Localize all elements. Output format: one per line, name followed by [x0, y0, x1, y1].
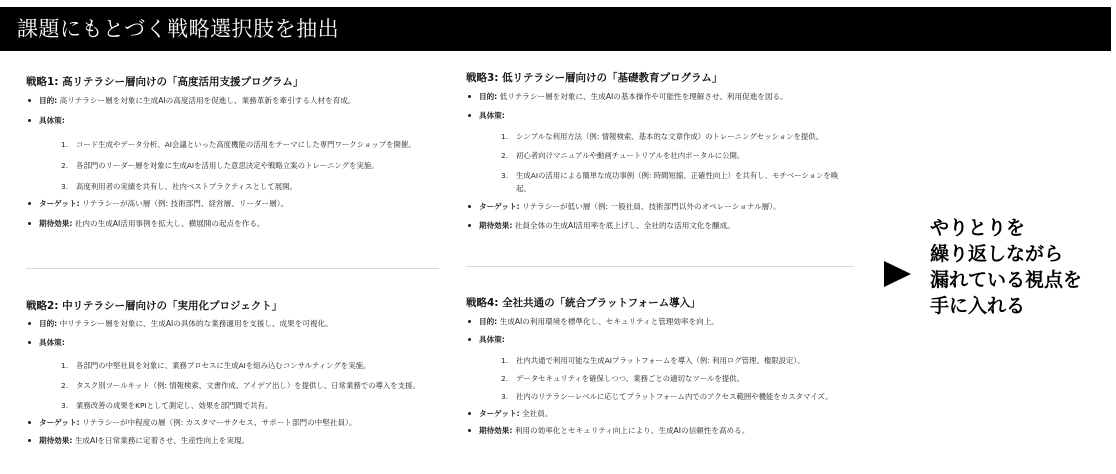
callout-line: 手に入れる: [930, 295, 1026, 317]
measure-number: 1.: [501, 132, 509, 141]
measure-text: 生成AIの活用による簡単な成功事例（例: 時間短縮、正確性向上）を共有し、モチベーションを喚起。: [516, 171, 839, 193]
effect-label: 期待効果:: [39, 219, 73, 228]
strategy-heading: 戦略1: 高リテラシー層向けの「高度活用支援プログラム」: [26, 76, 304, 88]
target-text: リテラシーが高い層（例: 技術部門、経営層、リーダー層）。: [82, 199, 289, 208]
measure-item: [479, 391, 866, 402]
measure-text: 社内のリテラシーレベルに応じてプラットフォーム内でのアクセス範囲や機能をカスタマイズ。: [516, 392, 833, 401]
effect-item: [466, 425, 866, 436]
measure-item: [479, 150, 856, 161]
measure-item: [479, 355, 866, 366]
measure-text: 各部門の中堅社員を対象に、業務プロセスに生成AIを組み込むコンサルティングを実施。: [76, 361, 371, 370]
measure-number: 3.: [61, 182, 69, 191]
purpose-label: 目的:: [479, 317, 498, 326]
divider: [26, 268, 439, 269]
measure-text: タスク別ツールキット（例: 情報検索、文書作成、アイデア出し）を提供し、日常業務での導入を支援。: [76, 381, 420, 390]
purpose-label: 目的:: [39, 319, 58, 328]
effect-text: 生成AIを日常業務に定着させ、生産性向上を実現。: [74, 436, 250, 445]
measure-number: 1.: [61, 361, 69, 370]
measure-item: [39, 360, 466, 371]
effect-text: 社内の生成AI活用事例を拡大し、横展開の起点を作る。: [74, 219, 265, 228]
purpose-text: 中リテラシー層を対象に、生成AIの具体的な業務適用を支援し、成果を可視化。: [59, 319, 333, 328]
target-item: [26, 417, 466, 428]
measure-text: コード生成やデータ分析、AI会議といった高度機能の活用をテーマにした専門ワークショップを開催。: [76, 140, 416, 149]
measure-item: [39, 139, 436, 150]
measure-number: 2.: [61, 381, 69, 390]
measures-label: 具体策:: [39, 338, 65, 347]
purpose-item: [466, 91, 856, 102]
measure-item: [479, 373, 866, 384]
target-text: リテラシーが低い層（例: 一般社員、技術部門以外のオペレーショナル層）。: [522, 202, 781, 211]
callout-message: [930, 215, 1115, 319]
measures-item: [26, 337, 466, 411]
strategy-1: [26, 75, 436, 229]
measure-number: 2.: [501, 151, 509, 160]
measure-number: 1.: [61, 140, 69, 149]
effect-text: 利用の効率化とセキュリティ向上により、生成AIの信頼性を高める。: [514, 426, 750, 435]
measure-text: シンプルな利用方法（例: 情報検索、基本的な文章作成）のトレーニングセッションを提供。: [516, 132, 824, 141]
measure-number: 3.: [501, 392, 509, 401]
measure-number: 3.: [61, 401, 69, 410]
purpose-item: [26, 95, 436, 106]
purpose-item: [466, 316, 866, 327]
target-label: ターゲット:: [479, 409, 520, 418]
measures-item: [26, 115, 436, 192]
effect-text: 社員全体の生成AI活用率を底上げし、全社的な活用文化を醸成。: [514, 221, 735, 230]
effect-item: [466, 220, 856, 231]
purpose-text: 高リテラシー層を対象に生成AIの高度活用を促進し、業務革新を牽引する人材を育成。: [59, 96, 356, 105]
effect-label: 期待効果:: [479, 426, 513, 435]
right-arrow-icon: [884, 261, 911, 287]
target-item: [466, 201, 856, 212]
measures-label: 具体策:: [39, 116, 65, 125]
strategy-heading: 戦略3: 低リテラシー層向けの「基礎教育プログラム」: [466, 72, 723, 84]
strategy-heading: 戦略4: 全社共通の「統合プラットフォーム導入」: [466, 297, 701, 309]
measure-text: 業務改善の成果をKPIとして測定し、効果を部門間で共有。: [76, 401, 273, 410]
strategy-heading: 戦略2: 中リテラシー層向けの「実用化プロジェクト」: [26, 300, 283, 312]
purpose-text: 低リテラシー層を対象に、生成AIの基本操作や可能性を理解させ、利用促進を図る。: [499, 92, 788, 101]
target-item: [466, 408, 866, 419]
target-text: 全社員。: [522, 409, 553, 418]
measure-item: [39, 380, 466, 391]
measure-text: 初心者向けマニュアルや動画チュートリアルを社内ポータルに公開。: [516, 151, 745, 160]
measures-item: [466, 334, 866, 402]
target-label: ターゲット:: [39, 418, 80, 427]
measure-number: 2.: [501, 374, 509, 383]
title-bar: [0, 7, 1111, 51]
callout-line: 繰り返しながら: [930, 243, 1064, 265]
effect-label: 期待効果:: [39, 436, 73, 445]
measure-item: [479, 131, 856, 142]
effect-item: [26, 435, 466, 446]
target-text: リテラシーが中程度の層（例: カスタマーサクセス、サポート部門の中堅社員）。: [82, 418, 357, 427]
measure-text: データセキュリティを確保しつつ、業務ごとの適切なツールを提供。: [516, 374, 744, 383]
measure-text: 高度利用者の実績を共有し、社内ベストプラクティスとして展開。: [76, 182, 297, 191]
effect-item: [26, 218, 436, 229]
effect-label: 期待効果:: [479, 221, 513, 230]
purpose-label: 目的:: [479, 92, 498, 101]
callout-line: やりとりを: [930, 217, 1026, 239]
measure-item: [39, 160, 436, 171]
callout-line: 漏れている視点を: [930, 269, 1083, 291]
measure-item: [479, 169, 846, 195]
measure-item: [39, 181, 436, 192]
measure-number: 1.: [501, 356, 509, 365]
purpose-label: 目的:: [39, 96, 58, 105]
purpose-text: 生成AIの利用環境を標準化し、セキュリティと管理効率を向上。: [499, 317, 719, 326]
measure-number: 2.: [61, 161, 69, 170]
measure-item: [39, 400, 466, 411]
strategy-4: [466, 296, 866, 436]
slide-title: 課題にもとづく戦略選択肢を抽出: [17, 17, 340, 41]
purpose-item: [26, 318, 466, 329]
divider: [466, 266, 854, 267]
target-label: ターゲット:: [479, 202, 520, 211]
strategy-3: [466, 71, 856, 231]
measure-number: 3.: [501, 171, 509, 180]
measures-label: 具体策:: [479, 335, 505, 344]
measures-item: [466, 110, 856, 195]
target-item: [26, 198, 436, 209]
measures-label: 具体策:: [479, 111, 505, 120]
measure-text: 社内共通で利用可能な生成AIプラットフォームを導入（例: 利用ログ管理、権限設定）。: [516, 356, 805, 365]
strategy-2: [26, 299, 466, 446]
measure-text: 各部門のリーダー層を対象に生成AIを活用した意思決定や戦略立案のトレーニングを実施。: [76, 161, 379, 170]
target-label: ターゲット:: [39, 199, 80, 208]
